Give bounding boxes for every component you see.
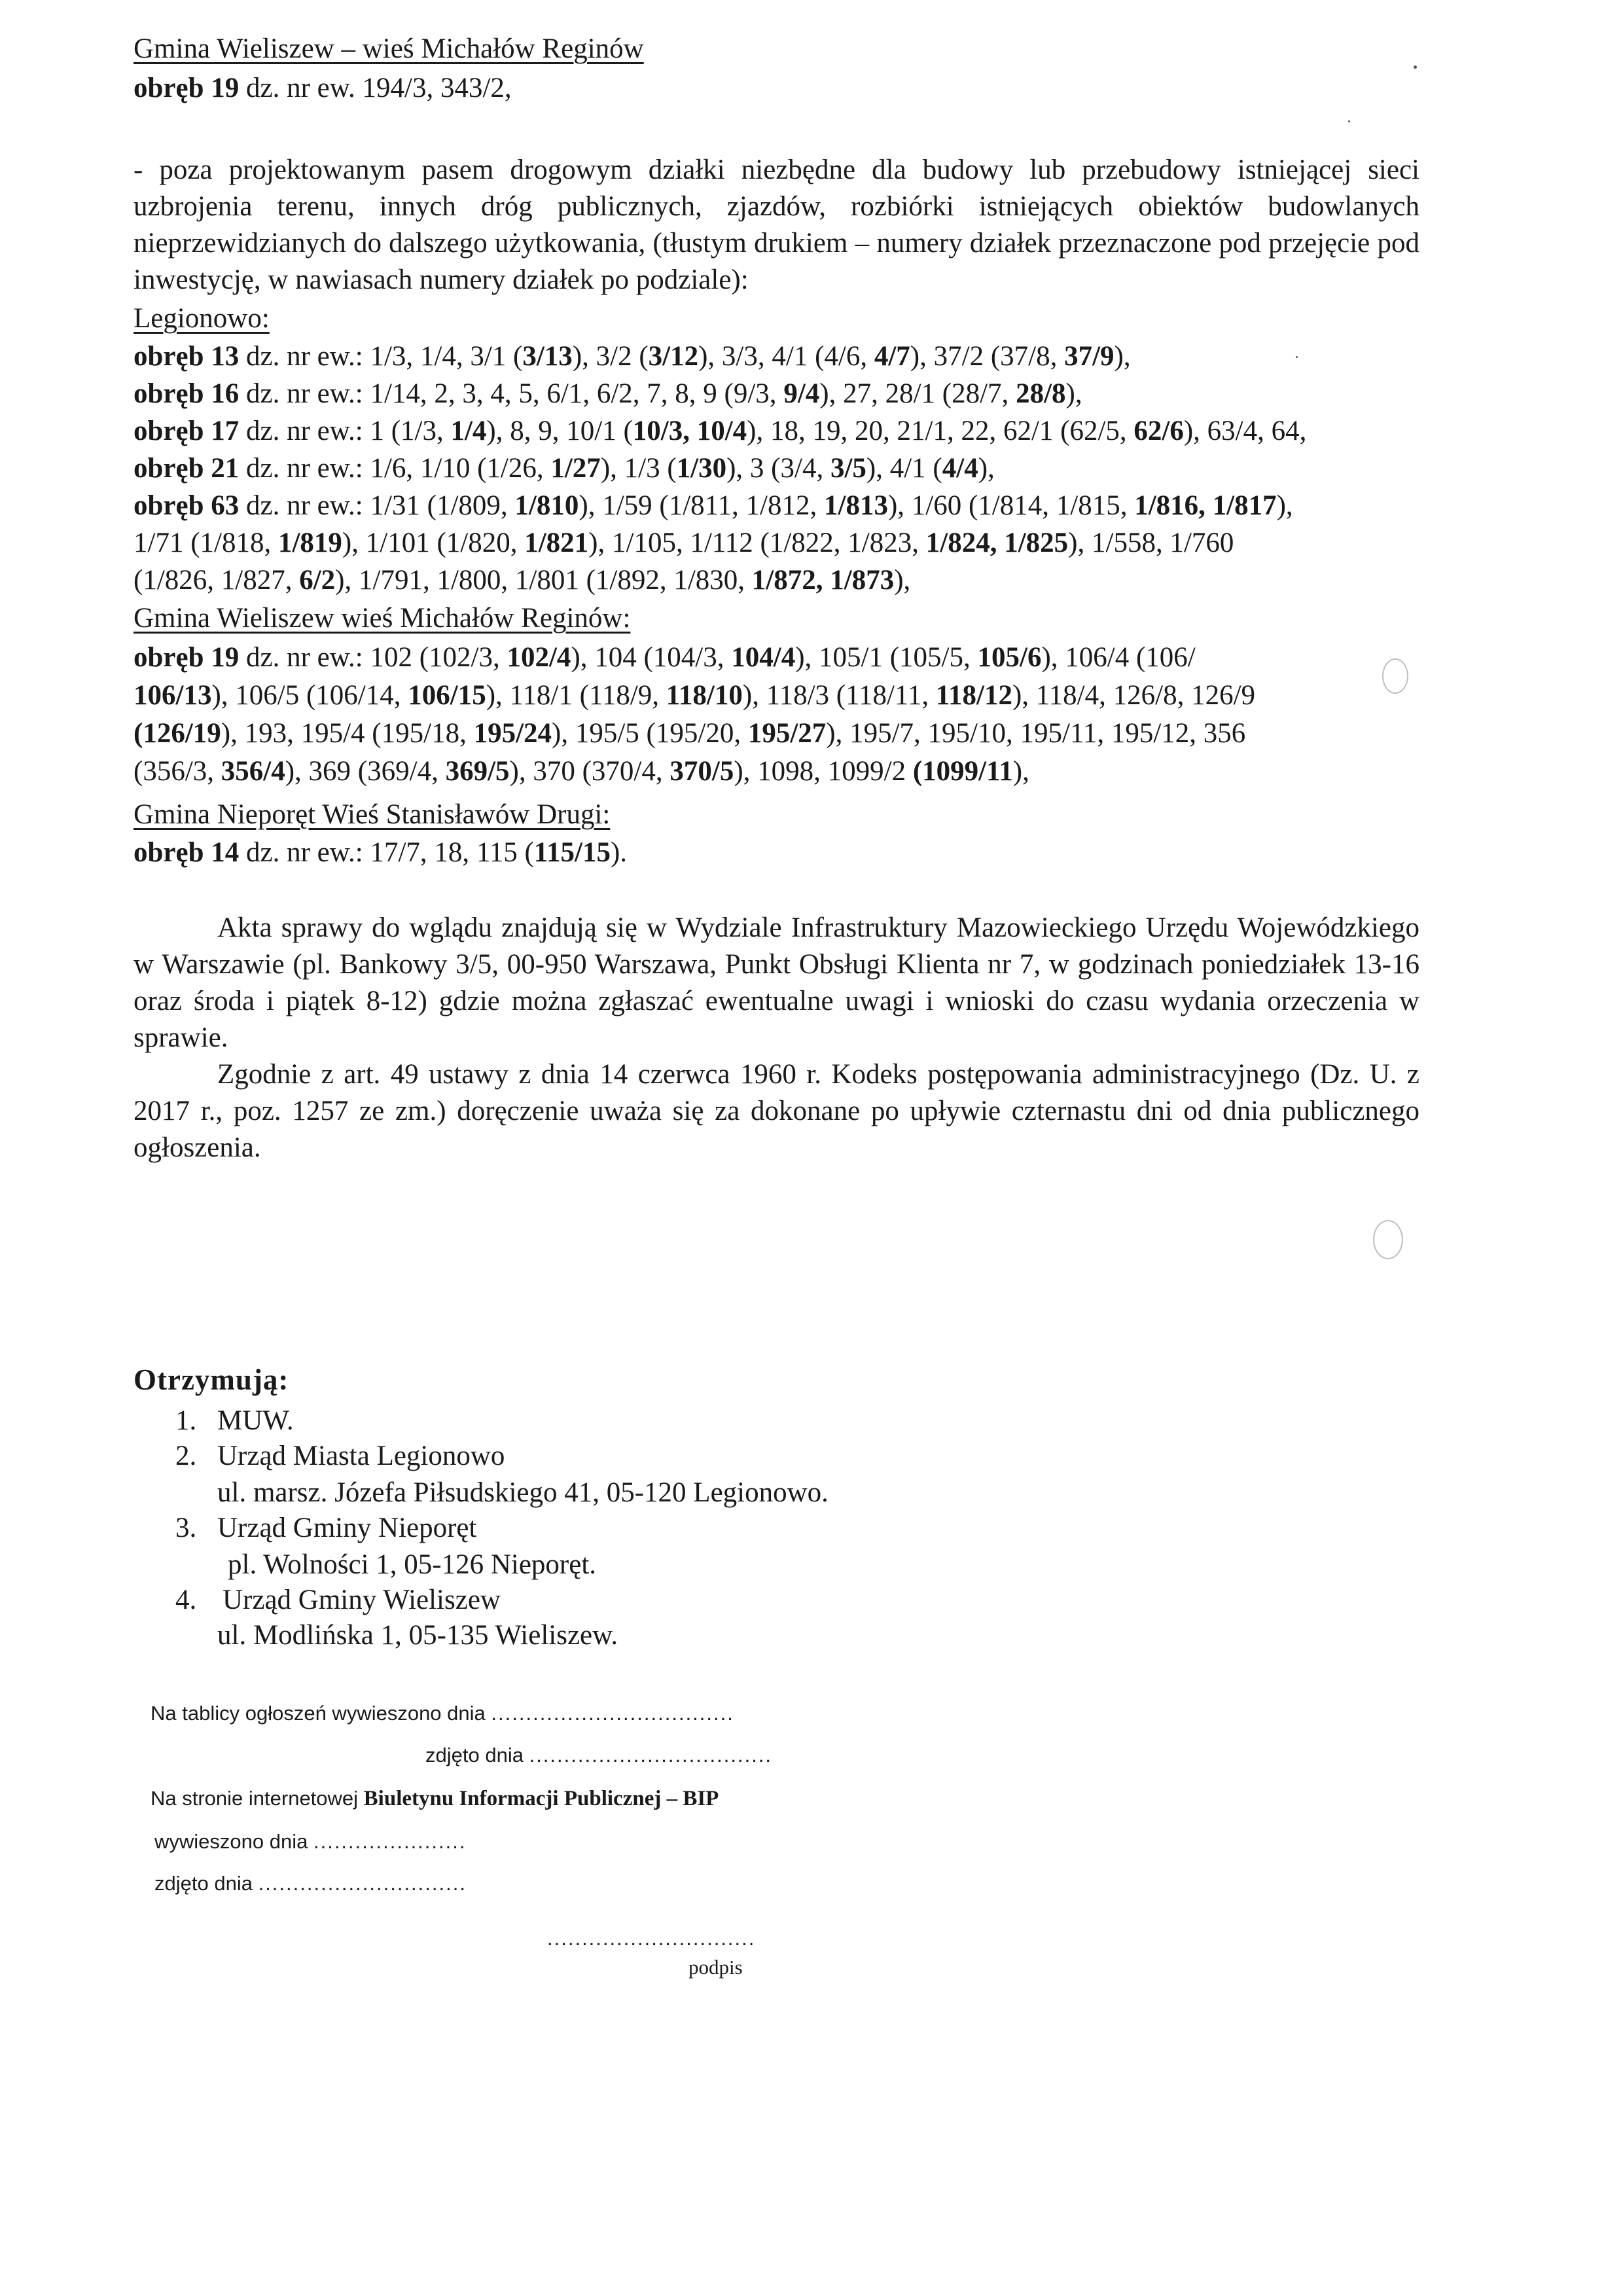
parcel-text: ), 104 (104/3, — [571, 642, 732, 673]
bip-removed-label: zdjęto dnia — [154, 1872, 253, 1895]
parcel-text: dz. nr ew.: 1/31 (1/809, — [239, 490, 515, 521]
parcel-bold-text: 118/12 — [935, 680, 1012, 711]
parcel-text: ), 4/1 ( — [866, 453, 942, 484]
parcel-line — [134, 490, 1293, 522]
parcel-bold-text: 62/6 — [1133, 416, 1184, 446]
recipient-3 — [175, 1512, 476, 1544]
bip-prefix: Na stronie internetowej — [151, 1787, 364, 1810]
parcel-bold-text: 1/821 — [524, 528, 589, 558]
parcel-text: ), 27, 28/1 (28/7, — [819, 378, 1016, 409]
parcel-text: ), 8, 9, 10/1 ( — [486, 416, 633, 446]
parcel-bold-text: 28/8 — [1016, 378, 1066, 409]
parcel-text: ), 1/558, 1/760 — [1068, 528, 1234, 558]
header-title: Gmina Wieliszew – wieś Michałów Reginów — [134, 33, 644, 64]
parcel-text: (1/826, 1/827, — [134, 565, 300, 596]
parcel-bold-text: 195/27 — [747, 718, 827, 749]
recipients-title: Otrzymują: — [134, 1363, 289, 1396]
parcel-text: dz. nr ew.: 102 (102/3, — [239, 642, 507, 673]
parcel-bold-text: 356/4 — [221, 756, 285, 787]
parcel-bold-text: obręb 16 — [134, 378, 240, 409]
parcel-text: ). — [610, 837, 628, 868]
parcel-bold-text: obręb 17 — [134, 416, 240, 446]
parcel-line — [134, 378, 1082, 410]
recipient-1 — [175, 1405, 294, 1437]
recipient-2 — [175, 1440, 505, 1472]
parcel-text: ), 195/7, 195/10, 195/11, 195/12, 356 — [826, 718, 1246, 749]
parcel-text: ), 369 (369/4, — [285, 756, 446, 787]
parcel-bold-text: obręb 21 — [134, 453, 240, 484]
parcel-text: ), 1/105, 1/112 (1/822, 1/823, — [588, 528, 926, 558]
recipient-name: Urząd Miasta Legionowo — [217, 1441, 505, 1471]
parcel-text: ), — [894, 565, 911, 596]
parcel-text: ), 37/2 (37/8, — [910, 341, 1065, 372]
parcel-line — [134, 527, 1234, 559]
parcel-bold-text: 105/6 — [977, 642, 1042, 673]
parcel-text: ), 1098, 1099/2 — [734, 756, 913, 787]
parcel-text: ), 3 (3/4, — [726, 453, 830, 484]
recipient-number: 1. — [175, 1405, 197, 1436]
parcel-text: dz. nr ew.: 1/14, 2, 3, 4, 5, 6/1, 6/2, 7, 8, 9 (9/3, — [239, 378, 784, 409]
parcel-bold-text: 1/810 — [514, 490, 579, 521]
parcel-text: ), 105/1 (105/5, — [795, 642, 978, 673]
board-removed-line — [425, 1744, 772, 1767]
parcel-text: ), 1/59 (1/811, 1/812, — [579, 490, 825, 521]
signature-label: podpis — [688, 1956, 743, 1979]
parcel-text: ), 195/5 (195/20, — [552, 718, 748, 749]
parcel-line — [134, 415, 1306, 447]
parcel-bold-text: 369/5 — [445, 756, 510, 787]
header-subtitle — [134, 72, 512, 104]
parcel-text: ), 118/3 (118/11, — [742, 680, 936, 711]
parcel-line — [134, 564, 910, 596]
bip-posted-line — [154, 1830, 466, 1854]
parcel-text: ), 370 (370/4, — [509, 756, 670, 787]
parcel-line — [134, 755, 1029, 787]
intro-paragraph: - poza projektowanym pasem drogowym działki niezbędne dla budowy lub przebudowy istniejącej sieci uzbrojenia terenu, innych dróg publicznych, zjazdów, rozbiórki istniejących obiektów budowlanych nieprzewidzianych do dalszego użytkowania, (tłustym drukiem – numery działek przeznaczone pod przejęcie pod inwestycję, w nawiasach numery działek po podziale): — [134, 154, 1419, 295]
parcel-text: ), — [1276, 490, 1293, 521]
parcel-bold-text: 3/13 — [522, 341, 573, 372]
parcel-text: ), 1/3 ( — [600, 453, 677, 484]
paragraph-akta-sprawy: Akta sprawy do wglądu znajdują się w Wydziale Infrastruktury Mazowieckiego Urzędu Wojewódzkiego w Warszawie (pl. Bankowy 3/5, 00-950 Warszawa, Punkt Obsługi Klienta nr 7, w godzinach poniedziałek 13-16 oraz środa i piątek 8-12) gdzie można zgłaszać ewentualne uwagi i wnioski do czasu wydania orzeczenia w sprawie. — [134, 912, 1419, 1053]
parcel-text: dz. nr ew.: 17/7, 18, 115 ( — [239, 837, 534, 868]
parcel-bold-text: 6/2 — [299, 565, 336, 596]
section-heading-legionowo: Legionowo: — [134, 303, 270, 334]
parcel-text: dz. nr ew.: 1 (1/3, — [239, 416, 451, 446]
board-posted-line — [151, 1702, 734, 1725]
recipient-4-address: ul. Modlińska 1, 05-135 Wieliszew. — [217, 1620, 618, 1651]
recipient-3-address: pl. Wolności 1, 05-126 Nieporęt. — [228, 1549, 597, 1580]
recipient-number: 4. — [175, 1585, 197, 1615]
parcel-text: ), 63/4, 64, — [1183, 416, 1307, 446]
parcel-line — [134, 717, 1245, 749]
signature-dots: .............................. — [547, 1927, 756, 1950]
parcel-text: ), — [978, 453, 995, 484]
board-removed-dots: ................................... — [529, 1744, 773, 1767]
parcel-text: dz. nr ew.: 1/6, 1/10 (1/26, — [239, 453, 551, 484]
header-obreb: obręb 19 — [134, 73, 240, 103]
parcel-bold-text: 9/4 — [783, 378, 820, 409]
bip-name: Biuletynu Informacji Publicznej – BIP — [363, 1787, 719, 1810]
parcel-text: ), 1/60 (1/814, 1/815, — [887, 490, 1135, 521]
board-posted-dots: ................................... — [491, 1702, 734, 1725]
parcel-line — [134, 641, 1196, 673]
bip-posted-dots: ...................... — [313, 1830, 467, 1853]
section-heading-wieliszew: Gmina Wieliszew wieś Michałów Reginów: — [134, 603, 631, 634]
parcel-bold-text: 1/816, 1/817 — [1134, 490, 1277, 521]
section-heading-nieporet: Gmina Nieporęt Wieś Stanisławów Drugi: — [134, 799, 611, 830]
parcel-line — [134, 679, 1255, 711]
parcel-text: ), 118/1 (118/9, — [486, 680, 666, 711]
parcel-bold-text: 4/4 — [942, 453, 978, 484]
parcel-bold-text: 1/872, 1/873 — [751, 565, 895, 596]
bip-posted-label: wywieszono dnia — [154, 1830, 308, 1853]
parcel-text: ), 1/791, 1/800, 1/801 (1/892, 1/830, — [335, 565, 752, 596]
punch-hole-mark — [1382, 658, 1408, 694]
bip-line — [151, 1787, 719, 1811]
parcel-bold-text: (1099/11 — [912, 756, 1013, 787]
punch-hole-mark — [1373, 1220, 1403, 1259]
parcel-bold-text: 3/12 — [648, 341, 699, 372]
parcel-bold-text: 118/10 — [666, 680, 743, 711]
recipient-name: Urząd Gminy Nieporęt — [217, 1513, 477, 1543]
parcel-text: ), 118/4, 126/8, 126/9 — [1012, 680, 1256, 711]
parcel-bold-text: 195/24 — [473, 718, 552, 749]
parcel-bold-text: 10/3, 10/4 — [632, 416, 747, 446]
parcel-text: ), 1/101 (1/820, — [342, 528, 525, 558]
parcel-text: ), 193, 195/4 (195/18, — [221, 718, 474, 749]
parcel-bold-text: (126/19 — [134, 718, 221, 749]
parcel-bold-text: 1/30 — [676, 453, 727, 484]
parcel-bold-text: 106/15 — [408, 680, 486, 711]
parcel-text: ), 3/2 ( — [572, 341, 649, 372]
board-posted-label: Na tablicy ogłoszeń wywieszono dnia — [151, 1702, 486, 1725]
scan-speck — [1414, 65, 1417, 69]
parcel-bold-text: 1/27 — [550, 453, 601, 484]
parcel-bold-text: obręb 19 — [134, 642, 240, 673]
parcel-line — [134, 452, 995, 484]
parcel-text: ), 106/4 (106/ — [1041, 642, 1196, 673]
parcel-bold-text: 37/9 — [1064, 341, 1115, 372]
recipient-number: 3. — [175, 1513, 197, 1543]
parcel-bold-text: 1/4 — [450, 416, 487, 446]
recipient-2-address: ul. marsz. Józefa Piłsudskiego 41, 05-120 Legionowo. — [217, 1477, 829, 1508]
parcel-bold-text: obręb 14 — [134, 837, 240, 868]
parcel-bold-text: obręb 63 — [134, 490, 240, 521]
parcel-bold-text: obręb 13 — [134, 341, 240, 372]
parcel-text: 1/71 (1/818, — [134, 528, 278, 558]
parcel-bold-text: 1/813 — [824, 490, 888, 521]
parcel-text: (356/3, — [134, 756, 221, 787]
parcel-text: dz. nr ew.: 1/3, 1/4, 3/1 ( — [239, 341, 523, 372]
parcel-bold-text: 102/4 — [507, 642, 571, 673]
board-removed-label: zdjęto dnia — [425, 1744, 524, 1767]
parcel-text: ), 18, 19, 20, 21/1, 22, 62/1 (62/5, — [747, 416, 1134, 446]
parcel-text: ), — [1114, 341, 1131, 372]
parcel-text: ), 106/5 (106/14, — [211, 680, 408, 711]
bip-removed-line — [154, 1872, 467, 1895]
parcel-text: ), — [1012, 756, 1029, 787]
parcel-bold-text: 1/824, 1/825 — [925, 528, 1069, 558]
bip-removed-dots: .............................. — [258, 1872, 467, 1895]
parcel-line — [134, 836, 627, 869]
recipient-name: Urząd Gminy Wieliszew — [223, 1585, 501, 1615]
parcel-bold-text: 3/5 — [830, 453, 866, 484]
recipient-4 — [175, 1584, 501, 1616]
parcel-bold-text: 106/13 — [134, 680, 212, 711]
recipient-name: MUW. — [217, 1405, 294, 1436]
scan-speck — [1348, 120, 1350, 122]
parcel-text: ), 3/3, 4/1 (4/6, — [698, 341, 874, 372]
recipient-number: 2. — [175, 1441, 197, 1471]
parcel-bold-text: 115/15 — [533, 837, 611, 868]
parcel-bold-text: 370/5 — [669, 756, 734, 787]
paragraph-zgodnie: Zgodnie z art. 49 ustawy z dnia 14 czerwca 1960 r. Kodeks postępowania administracyjnego (Dz. U. z 2017 r., poz. 1257 ze zm.) doręczenie uważa się za dokonane po upływie czternastu dni od dnia publicznego ogłoszenia. — [134, 1059, 1419, 1163]
parcel-text: ), — [1065, 378, 1082, 409]
parcel-line — [134, 340, 1131, 372]
scan-speck — [1296, 356, 1298, 358]
parcel-bold-text: 1/819 — [277, 528, 342, 558]
parcel-bold-text: 104/4 — [731, 642, 796, 673]
parcel-bold-text: 4/7 — [874, 341, 910, 372]
header-parcels: dz. nr ew. 194/3, 343/2, — [239, 73, 512, 103]
